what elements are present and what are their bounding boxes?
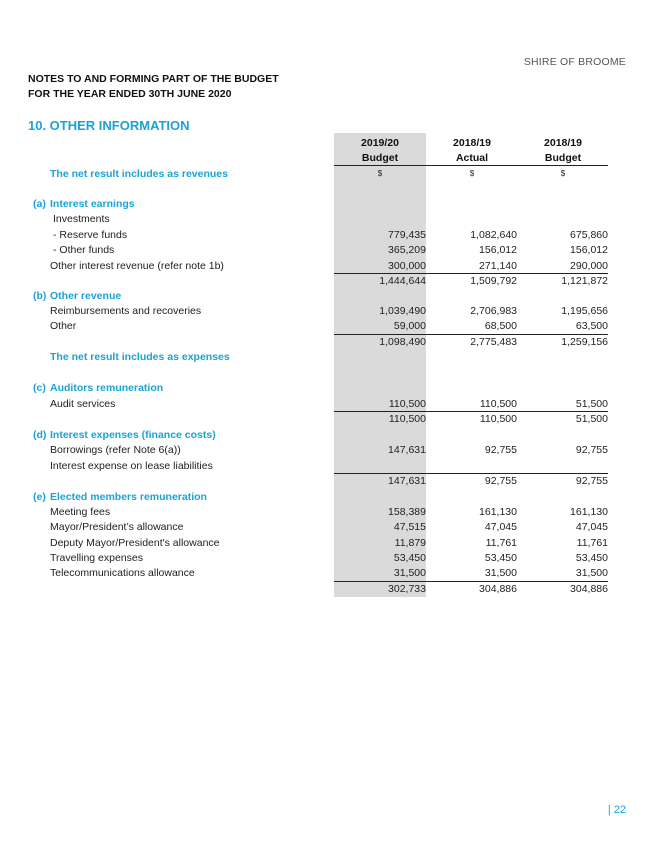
cell-value: 92,755	[575, 444, 608, 456]
cell-value: 59,000	[393, 320, 426, 332]
cell-value: 47,515	[393, 521, 426, 533]
cell-value: 158,389	[388, 506, 426, 518]
subtotal-value: 1,509,792	[470, 275, 517, 287]
group-prefix: (c)	[33, 382, 46, 394]
column-unit: $	[469, 169, 475, 178]
row-label: - Other funds	[53, 244, 115, 256]
row-label: Borrowings (refer Note 6(a))	[50, 444, 181, 456]
row-label: Travelling expenses	[50, 552, 143, 564]
header-rule	[334, 165, 608, 166]
cell-value: 68,500	[484, 320, 517, 332]
column-type: Budget	[544, 152, 582, 164]
group-prefix: (e)	[33, 491, 46, 503]
subtotal-value: 304,886	[479, 583, 517, 595]
cell-value: 156,012	[479, 244, 517, 256]
cell-value: 300,000	[388, 260, 426, 272]
cell-value: 2,706,983	[470, 305, 517, 317]
subtotal-value: 304,886	[570, 583, 608, 595]
row-label: Interest expense on lease liabilities	[50, 460, 213, 472]
row-label: Investments	[53, 213, 110, 225]
subtotal-value: 1,444,644	[379, 275, 426, 287]
group-title: Other revenue	[50, 290, 122, 302]
column-type: Actual	[455, 152, 489, 164]
cell-value: 47,045	[575, 521, 608, 533]
group-title: Interest expenses (finance costs)	[50, 429, 216, 441]
doc-title-line1: NOTES TO AND FORMING PART OF THE BUDGET	[28, 73, 279, 85]
subtotal-value: 1,098,490	[379, 336, 426, 348]
cell-value: 1,195,656	[561, 305, 608, 317]
cell-value: 147,631	[388, 444, 426, 456]
cell-value: 53,450	[393, 552, 426, 564]
cell-value: 779,435	[388, 229, 426, 241]
row-label: Meeting fees	[50, 506, 111, 518]
subtotal-value: 92,755	[484, 475, 517, 487]
column-type: Budget	[361, 152, 399, 164]
subtotal-value: 147,631	[388, 475, 426, 487]
cell-value: 290,000	[570, 260, 608, 272]
org-name: SHIRE OF BROOME	[523, 56, 626, 68]
section-title: 10. OTHER INFORMATION	[28, 118, 190, 133]
group-prefix: (d)	[33, 429, 47, 441]
row-label: - Reserve funds	[53, 229, 128, 241]
cell-value: 110,500	[388, 398, 426, 410]
cell-value: 51,500	[575, 398, 608, 410]
column-unit: $	[560, 169, 566, 178]
cell-value: 47,045	[484, 521, 517, 533]
cell-value: 31,500	[575, 567, 608, 579]
subtotal-value: 1,259,156	[561, 336, 608, 348]
subtotal-value: 110,500	[388, 413, 426, 425]
page-number: | 22	[607, 804, 626, 816]
subtotal-value: 2,775,483	[470, 336, 517, 348]
row-label: Reimbursements and recoveries	[50, 305, 202, 317]
cell-value: 1,082,640	[470, 229, 517, 241]
cell-value: 53,450	[484, 552, 517, 564]
cell-value: 365,209	[388, 244, 426, 256]
cell-value: 31,500	[393, 567, 426, 579]
column-year: 2018/19	[453, 137, 491, 149]
cell-value: 271,140	[479, 260, 517, 272]
cell-value: 11,761	[576, 537, 608, 549]
group-title: Elected members remuneration	[50, 491, 207, 503]
row-label: Telecommunications allowance	[50, 567, 195, 579]
row-label: Audit services	[50, 398, 116, 410]
cell-value: 156,012	[570, 244, 608, 256]
group-prefix: (a)	[33, 198, 46, 210]
cell-value: 92,755	[484, 444, 517, 456]
row-label: Mayor/President’s allowance	[50, 521, 184, 533]
section-heading: The net result includes as revenues	[50, 168, 228, 180]
cell-value: 1,039,490	[379, 305, 426, 317]
subtotal-value: 302,733	[388, 583, 426, 595]
column-year: 2018/19	[544, 137, 582, 149]
group-title: Auditors remuneration	[50, 382, 164, 394]
cell-value: 110,500	[479, 398, 517, 410]
column-year: 2019/20	[361, 137, 399, 149]
group-title: Interest earnings	[50, 198, 135, 210]
cell-value: 11,879	[394, 537, 426, 549]
row-label: Other	[50, 320, 77, 332]
cell-value: 31,500	[484, 567, 517, 579]
cell-value: 63,500	[575, 320, 608, 332]
cell-value: 161,130	[479, 506, 517, 518]
cell-value: 675,860	[570, 229, 608, 241]
cell-value: 53,450	[575, 552, 608, 564]
row-label: Other interest revenue (refer note 1b)	[50, 260, 224, 272]
column-unit: $	[377, 169, 383, 178]
section-heading: The net result includes as expenses	[50, 351, 230, 363]
subtotal-value: 51,500	[575, 413, 608, 425]
doc-title-line2: FOR THE YEAR ENDED 30TH JUNE 2020	[28, 88, 232, 100]
cell-value: 11,761	[485, 537, 517, 549]
subtotal-value: 92,755	[575, 475, 608, 487]
subtotal-value: 110,500	[479, 413, 517, 425]
group-prefix: (b)	[33, 290, 47, 302]
cell-value: 161,130	[570, 506, 608, 518]
subtotal-value: 1,121,872	[561, 275, 608, 287]
row-label: Deputy Mayor/President's allowance	[50, 537, 220, 549]
